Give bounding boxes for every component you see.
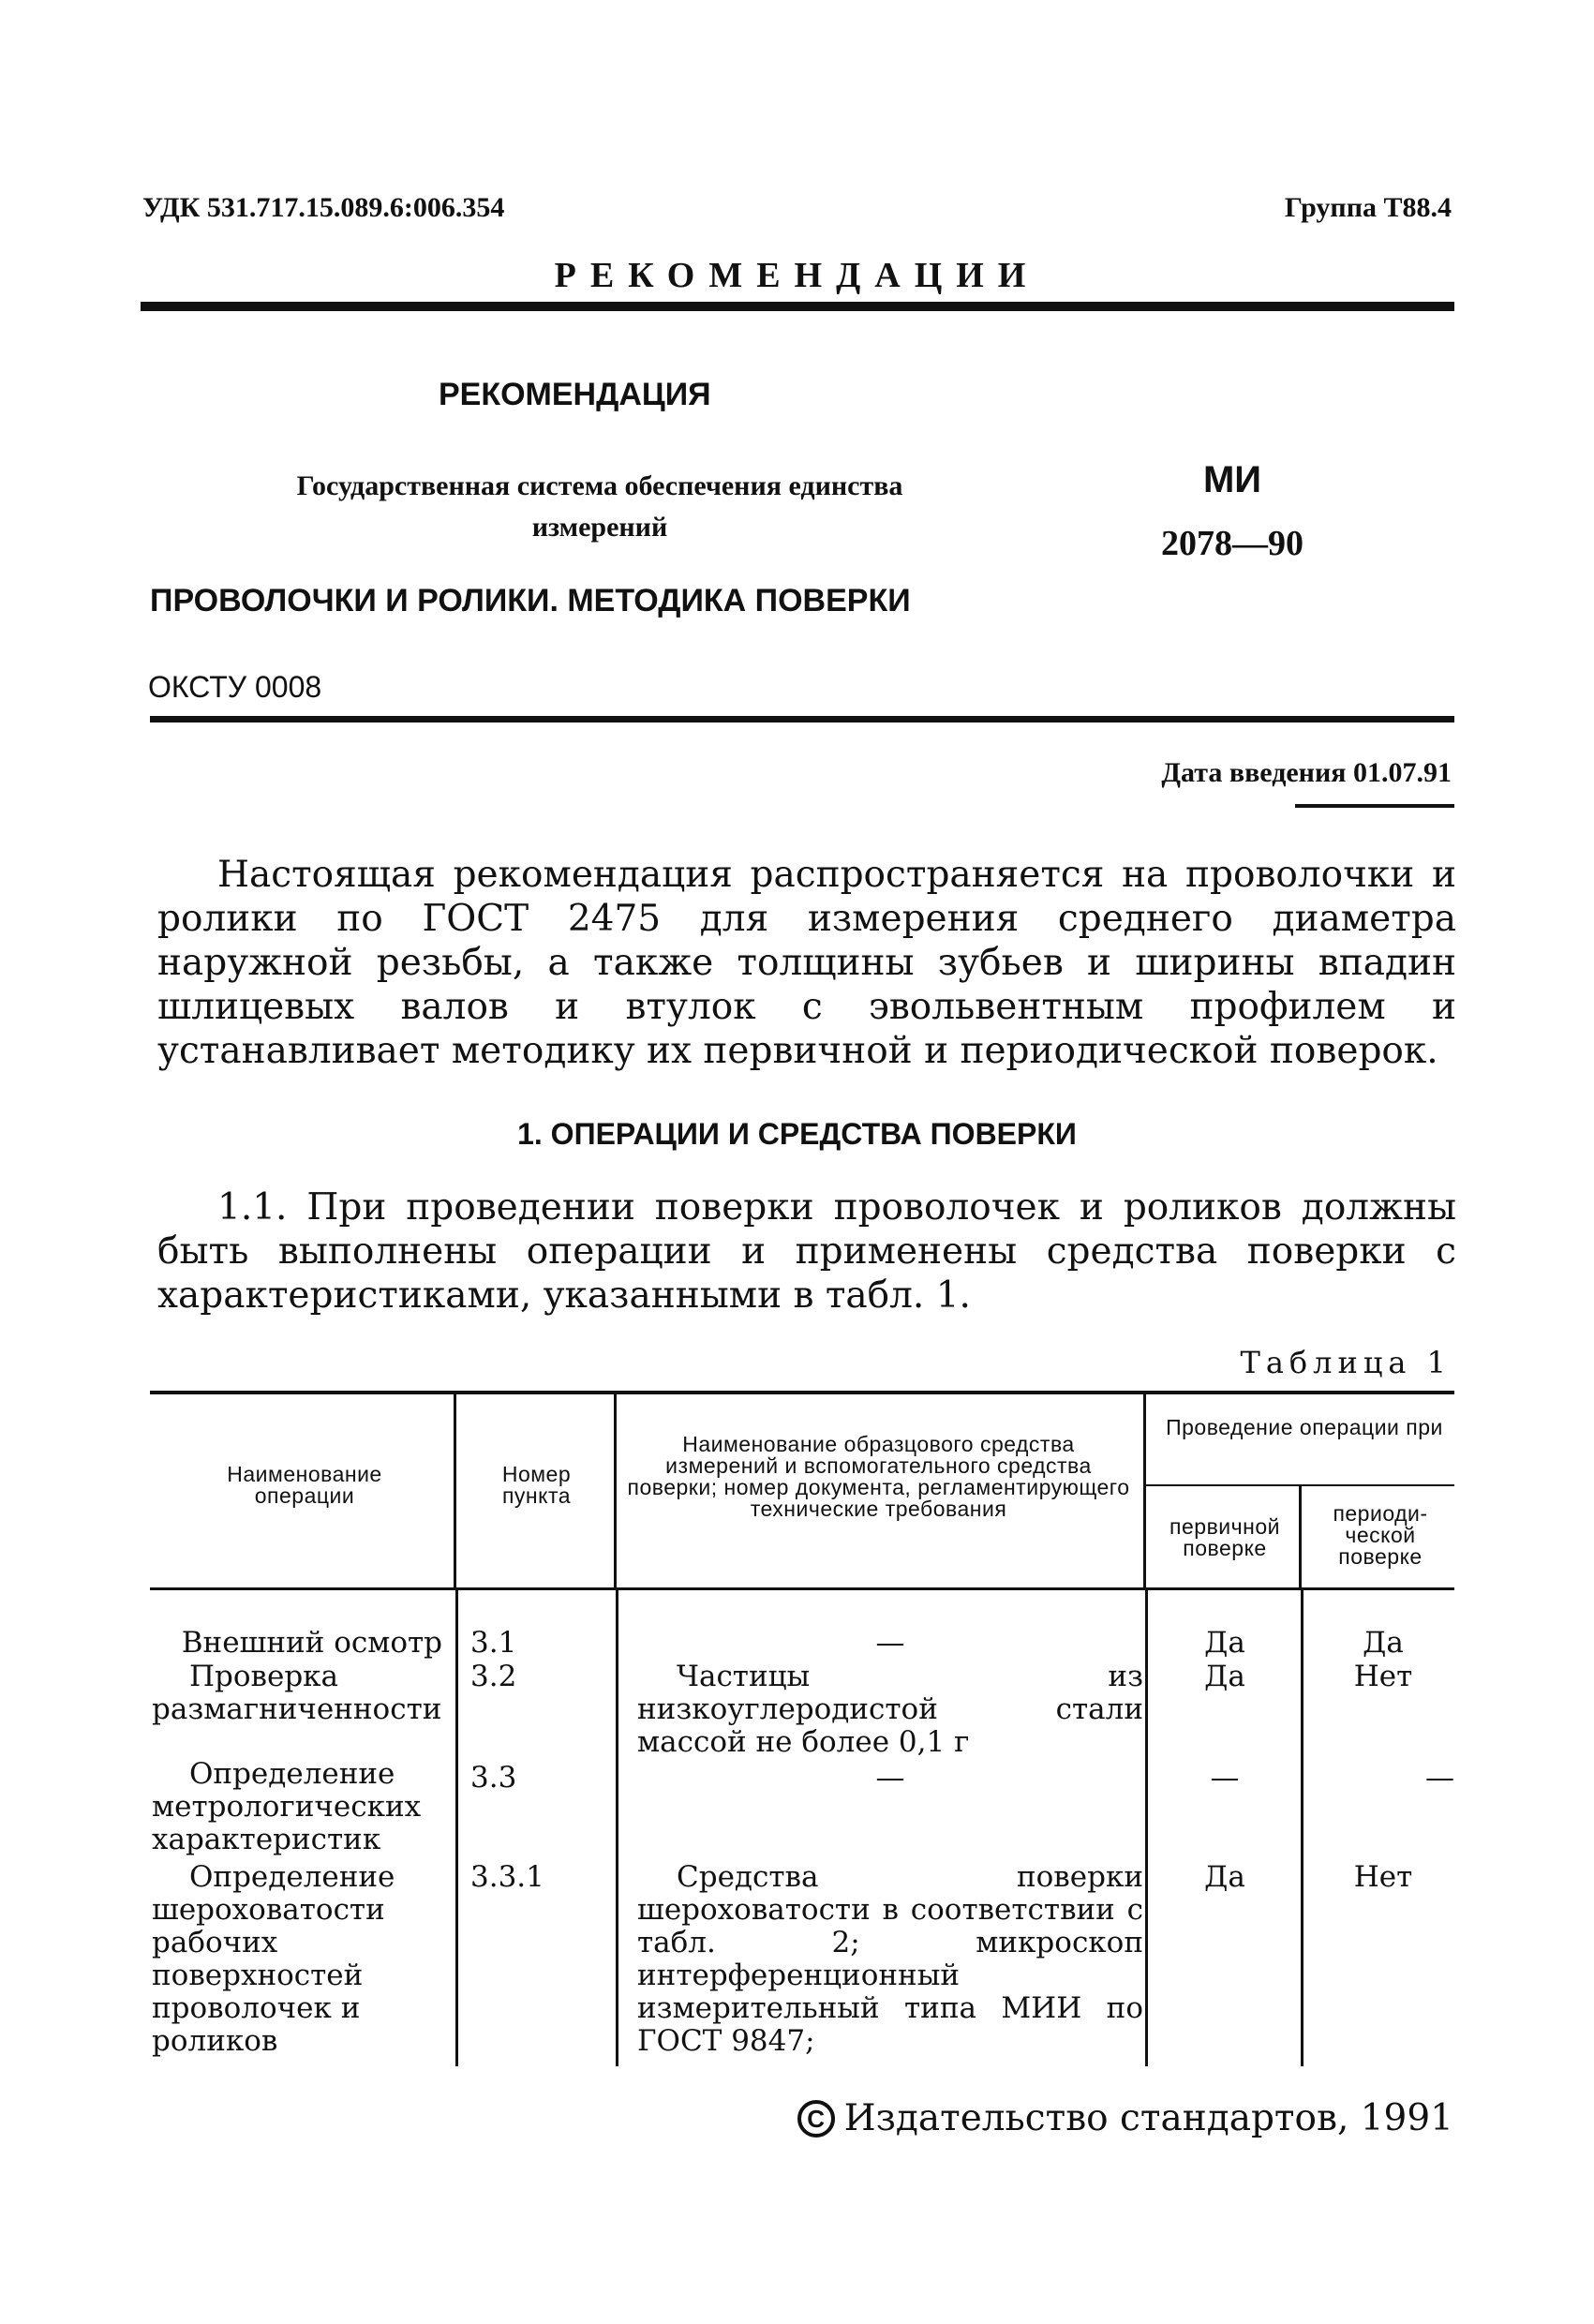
table-header-operation: Наименование операции <box>227 1462 382 1508</box>
table-row-4-clause: 3.3.1 <box>470 1860 544 1894</box>
copyright-line <box>797 2097 1453 2139</box>
table-row-4-operation: Определение шероховатости рабочих поверхностей проволочек и роликов <box>152 1860 395 2058</box>
table-header-bottom-rule <box>150 1587 1454 1590</box>
table-vline-1-body <box>455 1590 458 2066</box>
table-header-group: Проведение операции при <box>1166 1415 1443 1439</box>
table-row-1-periodic: Да <box>1363 1626 1404 1660</box>
document-code-prefix: МИ <box>1202 459 1262 500</box>
table-header-periodic: периоди-ческой поверке <box>1333 1501 1428 1569</box>
table-row-3-operation: Определение метрологических характеристик <box>152 1757 422 1856</box>
document-code-number: 2078—90 <box>1161 524 1304 563</box>
header-thick-rule <box>141 302 1454 311</box>
system-title-line-2: измерений <box>531 512 668 543</box>
table-header-primary: первичной поверке <box>1169 1514 1280 1560</box>
table-vline-3-head <box>1143 1394 1146 1589</box>
table-row-1-clause: 3.1 <box>470 1626 517 1660</box>
table-caption: Таблица 1 <box>1240 1345 1452 1380</box>
paragraph-1-1: 1.1. При проведении поверки проволочек и роликов должны быть выполнены операции и применены средства поверки с характеристиками, указанными в табл. 1. <box>157 1186 1456 1317</box>
table-vline-2-body <box>616 1590 618 2066</box>
table-top-rule <box>150 1391 1454 1394</box>
subject-rule <box>150 716 1454 723</box>
table-row-3-means: — <box>875 1761 905 1795</box>
publisher-text: Издательство стандартов, 1991 <box>843 2097 1453 2139</box>
oks-code: ОКСТУ 0008 <box>148 670 322 704</box>
table-row-1-primary: Да <box>1204 1626 1245 1660</box>
intro-paragraph: Настоящая рекомендация распространяется на проволочки и ролики по ГОСТ 2475 для измерения среднего диаметра наружной резьбы, а также толщины зубьев и ширины впадин шлицевых валов и втулок с эвольвентным профилем и устанавливает методику их первичной и периодической поверок. <box>157 854 1456 1072</box>
series-title: РЕКОМЕНДАЦИИ <box>554 256 1040 295</box>
udk-code: УДК 531.717.15.089.6:006.354 <box>142 192 505 223</box>
table-row-4-primary: Да <box>1204 1860 1245 1894</box>
copyright-icon: C <box>797 2100 835 2138</box>
table-row-3-clause: 3.3 <box>470 1761 517 1795</box>
document-kind: РЕКОМЕНДАЦИЯ <box>439 377 711 412</box>
table-vline-4-body <box>1301 1590 1304 2066</box>
table-vline-3-body <box>1145 1590 1148 2066</box>
table-row-4-means: Средства поверки шероховатости в соответствии с табл. 2; микроскоп интерференционный измерительный типа МИИ по ГОСТ 9847; <box>637 1860 1143 2058</box>
date-underline <box>1295 804 1454 808</box>
table-row-1-means: — <box>875 1626 905 1660</box>
introduction-date: Дата введения 01.07.91 <box>1161 757 1452 788</box>
document-subject: ПРОВОЛОЧКИ И РОЛИКИ. МЕТОДИКА ПОВЕРКИ <box>150 583 911 618</box>
table-row-2-periodic: Нет <box>1353 1660 1413 1693</box>
table-row-4-periodic: Нет <box>1353 1860 1413 1894</box>
table-vline-2-head <box>614 1394 617 1589</box>
section-1-title: 1. ОПЕРАЦИИ И СРЕДСТВА ПОВЕРКИ <box>517 1117 1077 1151</box>
table-vline-4-head <box>1299 1486 1302 1589</box>
table-header-means: Наименование образцового средства измерений и вспомогательного средства поверки; номер документа, регламентирующего технические требования <box>627 1432 1130 1521</box>
table-row-1-operation: Внешний осмотр <box>181 1626 442 1660</box>
table-row-2-means: Частицы из низкоуглеродистой стали массой не более 0,1 г <box>637 1660 1143 1759</box>
table-row-2-primary: Да <box>1204 1660 1245 1693</box>
table-row-2-operation: Проверка размагниченности <box>152 1660 442 1726</box>
system-title-line-1: Государственная система обеспечения единства <box>296 470 903 501</box>
table-row-2-clause: 3.2 <box>470 1660 517 1693</box>
table-vline-1-head <box>454 1394 456 1589</box>
table-header-clause: Номер пункта <box>501 1462 572 1508</box>
system-title <box>187 466 1012 548</box>
table-row-3-primary: — <box>1210 1761 1240 1795</box>
group-code: Группа Т88.4 <box>1284 192 1452 223</box>
table-row-3-periodic: — <box>1425 1761 1454 1795</box>
